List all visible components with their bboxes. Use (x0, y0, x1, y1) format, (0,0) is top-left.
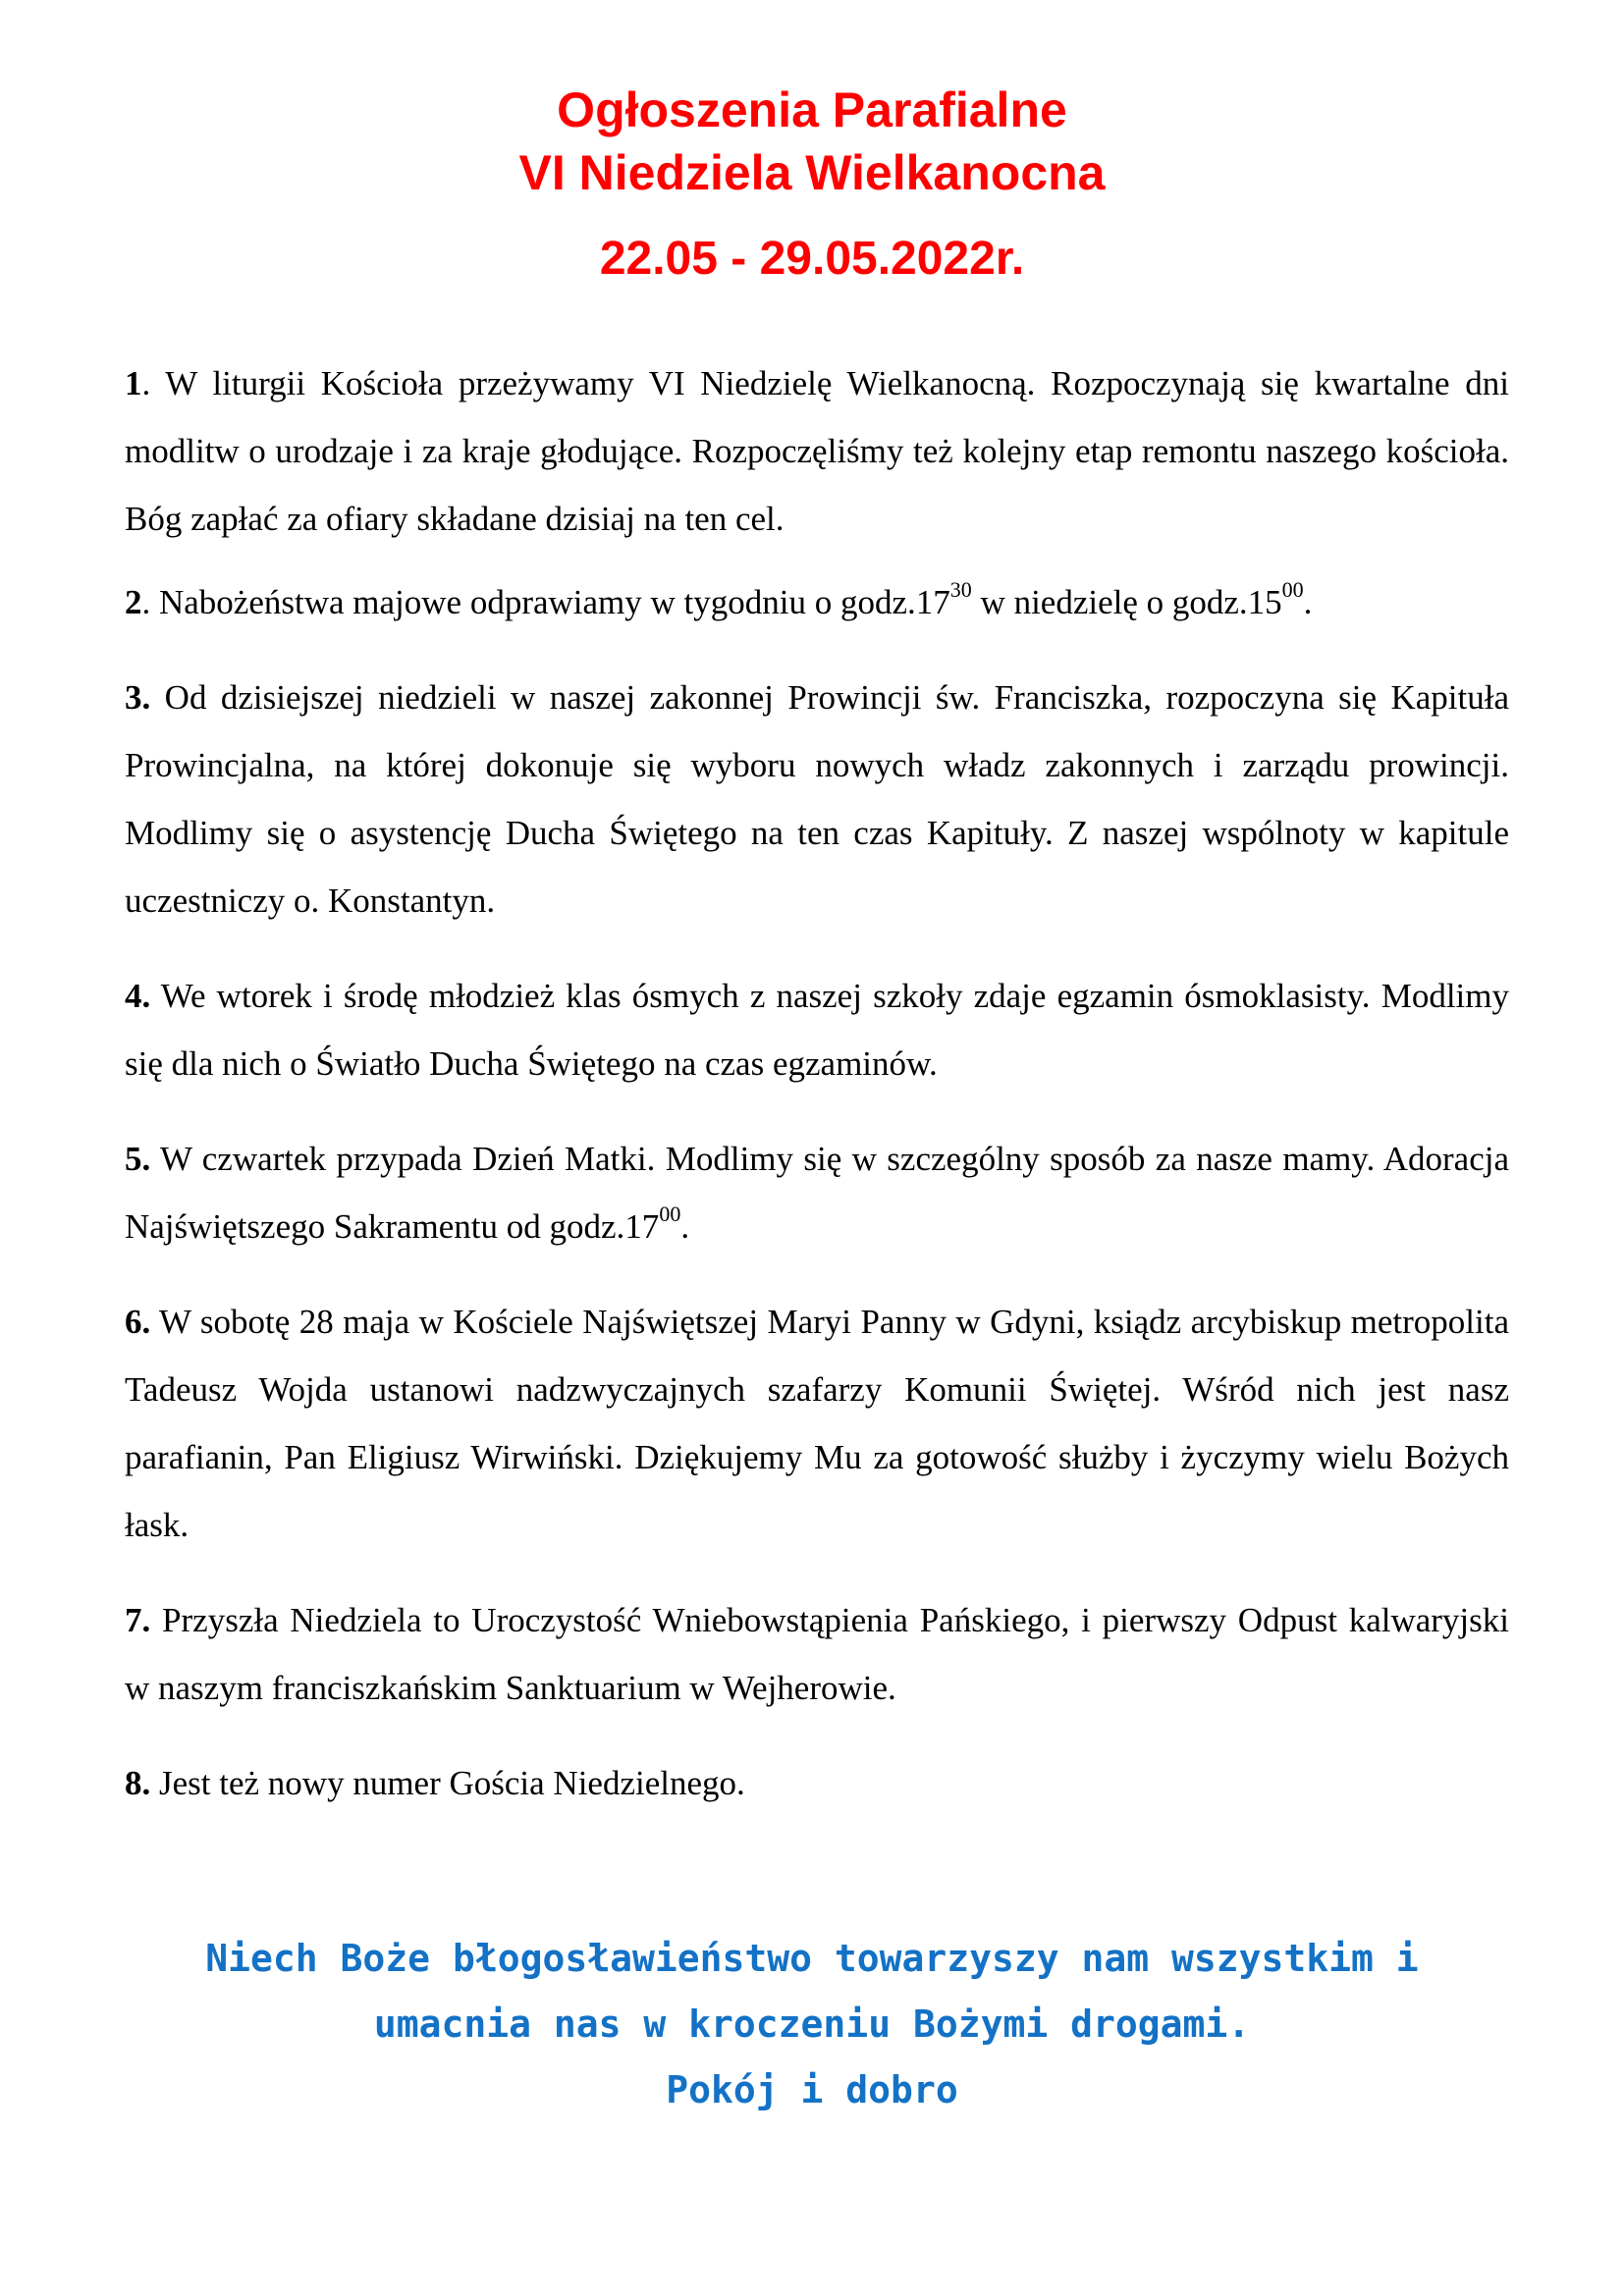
announcement-number: 8. (125, 1764, 151, 1802)
announcement-2 (125, 568, 1509, 636)
date-range: 22.05 - 29.05.2022r. (599, 233, 1025, 285)
announcement-1 (125, 349, 1509, 553)
announcement-text: . Nabożeństwa majowe odprawiamy w tygodniu o godz.17 (141, 583, 950, 621)
title-line-2: VI Niedziela Wielkanocna (518, 145, 1106, 200)
announcement-number: 4. (125, 977, 151, 1015)
announcement-number: 6. (125, 1303, 151, 1341)
announcement-text: Od dzisiejszej niedzieli w naszej zakonnej Prowincji św. Franciszka, rozpoczyna się Kapituła Prowincjalna, na której dokonuje się wyboru nowych władz zakonnych i zarządu prowincji. Modlimy się o asystencję Ducha Świętego na ten czas Kapituły. Z naszej wspólnoty w kapitule uczestniczy o. Konstantyn. (125, 678, 1509, 920)
announcement-number: 5. (125, 1140, 151, 1178)
announcement-text: W sobotę 28 maja w Kościele Najświętszej Maryi Panny w Gdyni, ksiądz arcybiskup metropolita Tadeusz Wojda ustanowi nadzwyczajnych szafarzy Komunii Świętej. Wśród nich jest nasz parafianin, Pan Eligiusz Wirwiński. Dziękujemy Mu za gotowość służby i życzymy wielu Bożych łask. (125, 1303, 1509, 1544)
announcement-text: . (1303, 583, 1313, 621)
announcement-4 (125, 962, 1509, 1097)
announcement-7 (125, 1586, 1509, 1722)
announcement-number: 3. (125, 678, 151, 717)
announcement-8 (125, 1749, 1509, 1817)
closing-blessing (0, 1926, 1624, 2123)
blessing-line-3: Pokój i dobro (666, 2068, 958, 2111)
blessing-line-1: Niech Boże błogosławieństwo towarzyszy nam wszystkim i (205, 1937, 1419, 1980)
time-superscript: 00 (1281, 577, 1304, 603)
announcement-number: 1 (125, 364, 142, 402)
announcement-6 (125, 1288, 1509, 1559)
announcement-number: 7. (125, 1601, 151, 1639)
time-superscript: 30 (949, 577, 972, 603)
title-line-1: Ogłoszenia Parafialne (557, 82, 1067, 137)
announcement-number: 2 (125, 583, 142, 621)
announcement-3 (125, 664, 1509, 934)
announcement-text: . (680, 1207, 690, 1246)
announcement-text: We wtorek i środę młodzież klas ósmych z naszej szkoły zdaje egzamin ósmoklasisty. Modlimy się dla nich o Światło Ducha Świętego na czas egzaminów. (125, 977, 1509, 1083)
time-superscript: 00 (659, 1201, 681, 1227)
announcement-text: W czwartek przypada Dzień Matki. Modlimy się w szczególny sposób za nasze mamy. Adoracja Najświętszego Sakramentu od godz.17 (125, 1140, 1509, 1246)
announcement-text: Jest też nowy numer Gościa Niedzielnego. (150, 1764, 745, 1802)
announcements-list (125, 349, 1509, 1817)
announcement-text: Przyszła Niedziela to Uroczystość Wniebowstąpienia Pańskiego, i pierwszy Odpust kalwaryjski w naszym franciszkańskim Sanktuarium w Wejherowie. (125, 1601, 1509, 1707)
announcement-text: w niedzielę o godz.15 (971, 583, 1282, 621)
header (0, 79, 1624, 289)
announcement-text: . W liturgii Kościoła przeżywamy VI Niedzielę Wielkanocną. Rozpoczynają się kwartalne dni modlitw o urodzaje i za kraje głodujące. Rozpoczęliśmy też kolejny etap remontu naszego kościoła. Bóg zapłać za ofiary składane dzisiaj na ten cel. (125, 364, 1509, 538)
blessing-line-2: umacnia nas w kroczeniu Bożymi drogami. (373, 2002, 1251, 2046)
announcement-5 (125, 1125, 1509, 1260)
